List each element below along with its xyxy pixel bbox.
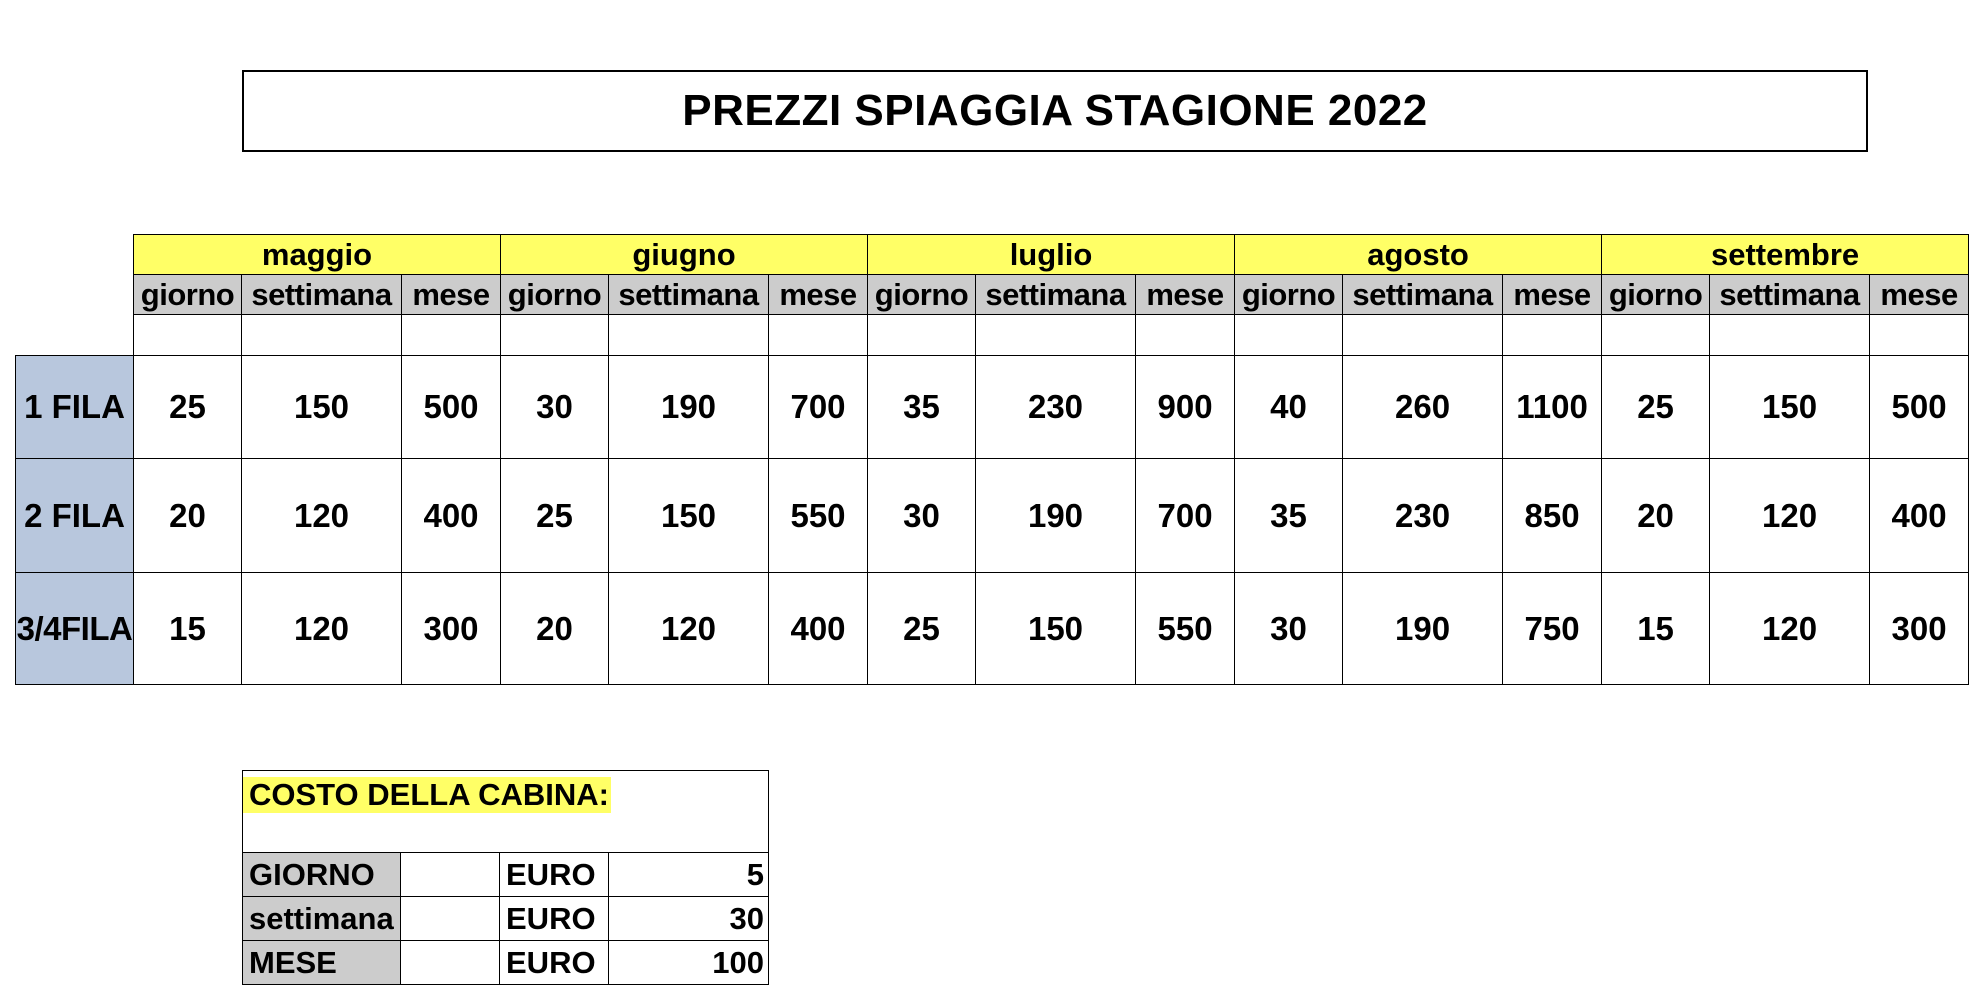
price-cell: 1100 xyxy=(1503,356,1602,459)
price-cell: 120 xyxy=(609,573,769,685)
table-row xyxy=(16,356,1969,459)
price-cell: 35 xyxy=(1235,459,1343,573)
period-header-cell: mese xyxy=(1870,275,1969,315)
cabin-heading-row xyxy=(243,771,769,853)
blank-cell xyxy=(868,315,976,356)
table-row xyxy=(243,853,769,897)
period-header-cell: settimana xyxy=(976,275,1136,315)
price-cell: 400 xyxy=(1870,459,1969,573)
price-cell: 260 xyxy=(1343,356,1503,459)
price-cell: 700 xyxy=(1136,459,1235,573)
blank-cell xyxy=(242,315,402,356)
blank-cell xyxy=(401,897,500,941)
month-header-maggio: maggio xyxy=(134,235,501,275)
blank-cell xyxy=(609,315,769,356)
price-cell: 120 xyxy=(1710,573,1870,685)
cabin-currency: EURO xyxy=(500,853,609,897)
period-header-cell: giorno xyxy=(868,275,976,315)
price-cell: 20 xyxy=(1602,459,1710,573)
price-cell: 150 xyxy=(609,459,769,573)
blank-cell xyxy=(1870,315,1969,356)
month-header-luglio: luglio xyxy=(868,235,1235,275)
blank-cell xyxy=(769,315,868,356)
price-cell: 30 xyxy=(868,459,976,573)
period-header-cell: settimana xyxy=(1710,275,1870,315)
price-cell: 300 xyxy=(402,573,501,685)
price-cell: 25 xyxy=(1602,356,1710,459)
page-title: PREZZI SPIAGGIA STAGIONE 2022 xyxy=(242,70,1868,152)
price-cell: 230 xyxy=(976,356,1136,459)
blank-cell xyxy=(1503,315,1602,356)
price-cell: 30 xyxy=(1235,573,1343,685)
cabin-label: MESE xyxy=(243,941,401,985)
cabin-label: GIORNO xyxy=(243,853,401,897)
blank-cell xyxy=(401,853,500,897)
cabin-label: settimana xyxy=(243,897,401,941)
blank-cell xyxy=(1710,315,1870,356)
corner-cell xyxy=(16,315,134,356)
cabin-value: 100 xyxy=(609,941,769,985)
cabin-heading: COSTO DELLA CABINA: xyxy=(243,777,768,813)
table-row xyxy=(16,459,1969,573)
price-cell: 750 xyxy=(1503,573,1602,685)
row-label-2-fila: 2 FILA xyxy=(16,459,134,573)
price-cell: 230 xyxy=(1343,459,1503,573)
period-header-row xyxy=(16,275,1969,315)
row-label-1-fila: 1 FILA xyxy=(16,356,134,459)
cabin-cost-table xyxy=(242,770,769,985)
blank-row xyxy=(16,315,1969,356)
price-cell: 120 xyxy=(242,573,402,685)
price-cell: 150 xyxy=(1710,356,1870,459)
period-header-cell: mese xyxy=(1503,275,1602,315)
price-cell: 25 xyxy=(868,573,976,685)
blank-cell xyxy=(401,941,500,985)
price-cell: 150 xyxy=(242,356,402,459)
blank-cell xyxy=(1602,315,1710,356)
period-header-cell: settimana xyxy=(609,275,769,315)
price-cell: 900 xyxy=(1136,356,1235,459)
month-header-settembre: settembre xyxy=(1602,235,1969,275)
period-header-cell: mese xyxy=(402,275,501,315)
table-row xyxy=(16,573,1969,685)
period-header-cell: settimana xyxy=(1343,275,1503,315)
period-header-cell: mese xyxy=(769,275,868,315)
price-cell: 40 xyxy=(1235,356,1343,459)
price-cell: 20 xyxy=(134,459,242,573)
period-header-cell: giorno xyxy=(134,275,242,315)
price-cell: 850 xyxy=(1503,459,1602,573)
price-cell: 120 xyxy=(1710,459,1870,573)
price-cell: 120 xyxy=(242,459,402,573)
price-cell: 25 xyxy=(134,356,242,459)
price-cell: 15 xyxy=(1602,573,1710,685)
blank-cell xyxy=(501,315,609,356)
cabin-value: 30 xyxy=(609,897,769,941)
blank-cell xyxy=(1235,315,1343,356)
price-cell: 700 xyxy=(769,356,868,459)
blank-cell xyxy=(134,315,242,356)
month-header-row xyxy=(16,235,1969,275)
price-cell: 500 xyxy=(1870,356,1969,459)
price-cell: 20 xyxy=(501,573,609,685)
cabin-currency: EURO xyxy=(500,941,609,985)
price-table xyxy=(15,234,1969,685)
blank-cell xyxy=(1343,315,1503,356)
price-cell: 190 xyxy=(1343,573,1503,685)
period-header-cell: settimana xyxy=(242,275,402,315)
month-header-giugno: giugno xyxy=(501,235,868,275)
blank-cell xyxy=(402,315,501,356)
price-cell: 190 xyxy=(976,459,1136,573)
price-cell: 500 xyxy=(402,356,501,459)
period-header-cell: mese xyxy=(1136,275,1235,315)
period-header-cell: giorno xyxy=(1602,275,1710,315)
row-label-3-4-fila: 3/4FILA xyxy=(16,573,134,685)
corner-cell xyxy=(16,275,134,315)
price-cell: 400 xyxy=(402,459,501,573)
month-header-agosto: agosto xyxy=(1235,235,1602,275)
cabin-currency: EURO xyxy=(500,897,609,941)
table-row xyxy=(243,941,769,985)
period-header-cell: giorno xyxy=(501,275,609,315)
price-cell: 25 xyxy=(501,459,609,573)
table-row xyxy=(243,897,769,941)
price-cell: 190 xyxy=(609,356,769,459)
price-cell: 550 xyxy=(769,459,868,573)
price-cell: 150 xyxy=(976,573,1136,685)
blank-cell xyxy=(1136,315,1235,356)
period-header-cell: giorno xyxy=(1235,275,1343,315)
corner-cell xyxy=(16,235,134,275)
price-cell: 15 xyxy=(134,573,242,685)
price-cell: 30 xyxy=(501,356,609,459)
cabin-heading-cell xyxy=(243,771,769,853)
price-cell: 400 xyxy=(769,573,868,685)
blank-cell xyxy=(976,315,1136,356)
price-cell: 550 xyxy=(1136,573,1235,685)
price-cell: 300 xyxy=(1870,573,1969,685)
cabin-value: 5 xyxy=(609,853,769,897)
price-cell: 35 xyxy=(868,356,976,459)
